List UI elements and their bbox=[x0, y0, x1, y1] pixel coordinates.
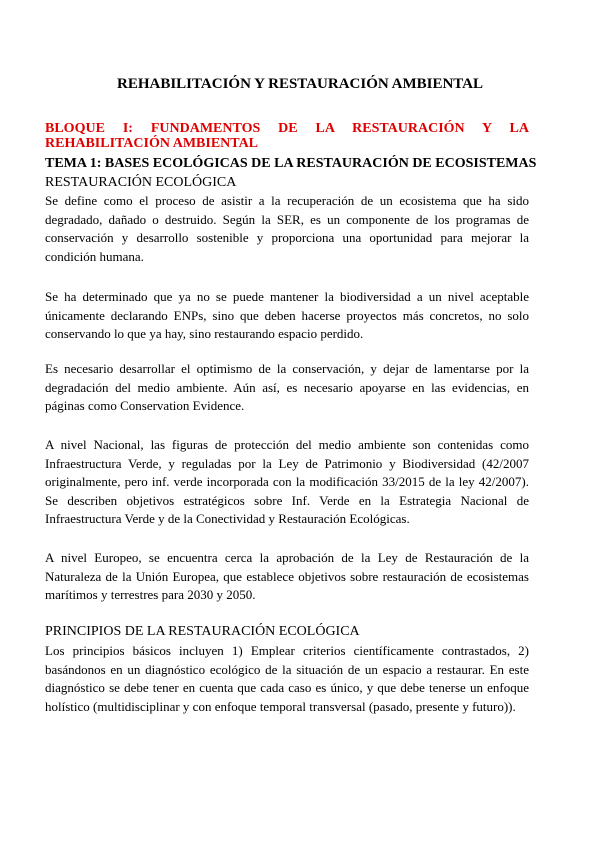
paragraph: Los principios básicos incluyen 1) Emplear criterios científicamente contrastados, 2) basándonos en un diagnóstico ecológico de la situación de un espacio a restaurar. En este diagnóstico se debe tener en cuenta que cada caso es único, y que debe tenerse un enfoque holístico (multidisciplinar y con enfoque temporal transversal (pasado, presente y futuro)). bbox=[45, 643, 529, 714]
paragraph: Se ha determinado que ya no se puede mantener la biodiversidad a un nivel aceptable únicamente declarando ENPs, sino que deben hacerse proyectos más concretos, no solo conservando lo que ya hay, sino restaurando espacio perdido. bbox=[45, 289, 529, 342]
section-heading-principios: PRINCIPIOS DE LA RESTAURACIÓN ECOLÓGICA bbox=[45, 624, 360, 639]
paragraph: A nivel Europeo, se encuentra cerca la aprobación de la Ley de Restauración de la Naturaleza de la Unión Europea, que establece objetivos sobre restauración de ecosistemas marítimos y terrestres para 2030 y 2050. bbox=[45, 550, 529, 603]
tema-heading: TEMA 1: BASES ECOLÓGICAS DE LA RESTAURACIÓN DE ECOSISTEMAS bbox=[45, 156, 537, 171]
block-heading: BLOQUE I: FUNDAMENTOS DE LA RESTAURACIÓN Y LA REHABILITACIÓN AMBIENTAL bbox=[45, 121, 529, 151]
section-heading-restauracion: RESTAURACIÓN ECOLÓGICA bbox=[45, 175, 237, 190]
paragraph: Se define como el proceso de asistir a la recuperación de un ecosistema que ha sido degradado, dañado o destruido. Según la SER, es un componente de los programas de conservación y desarrollo sostenible y proporciona una oportunidad para mejorar la condición humana. bbox=[45, 193, 529, 264]
document-title: REHABILITACIÓN Y RESTAURACIÓN AMBIENTAL bbox=[116, 76, 484, 92]
paragraph: Es necesario desarrollar el optimismo de la conservación, y dejar de lamentarse por la degradación del medio ambiente. Aún así, es necesario apoyarse en las evidencias, en páginas como Conservation Evidence. bbox=[45, 361, 529, 414]
paragraph: A nivel Nacional, las figuras de protección del medio ambiente son contenidas como Infraestructura Verde, y reguladas por la Ley de Patrimonio y Biodiversidad (42/2007 originalmente, pero inf. verde incorporada con la modificación 33/2015 de la ley 42/2007). Se describen objetivos estratégicos sobre Inf. Verde en la Estrategia Nacional de Infraestructura Verde y de la Conectividad y Restauración Ecológicas. bbox=[45, 437, 529, 527]
